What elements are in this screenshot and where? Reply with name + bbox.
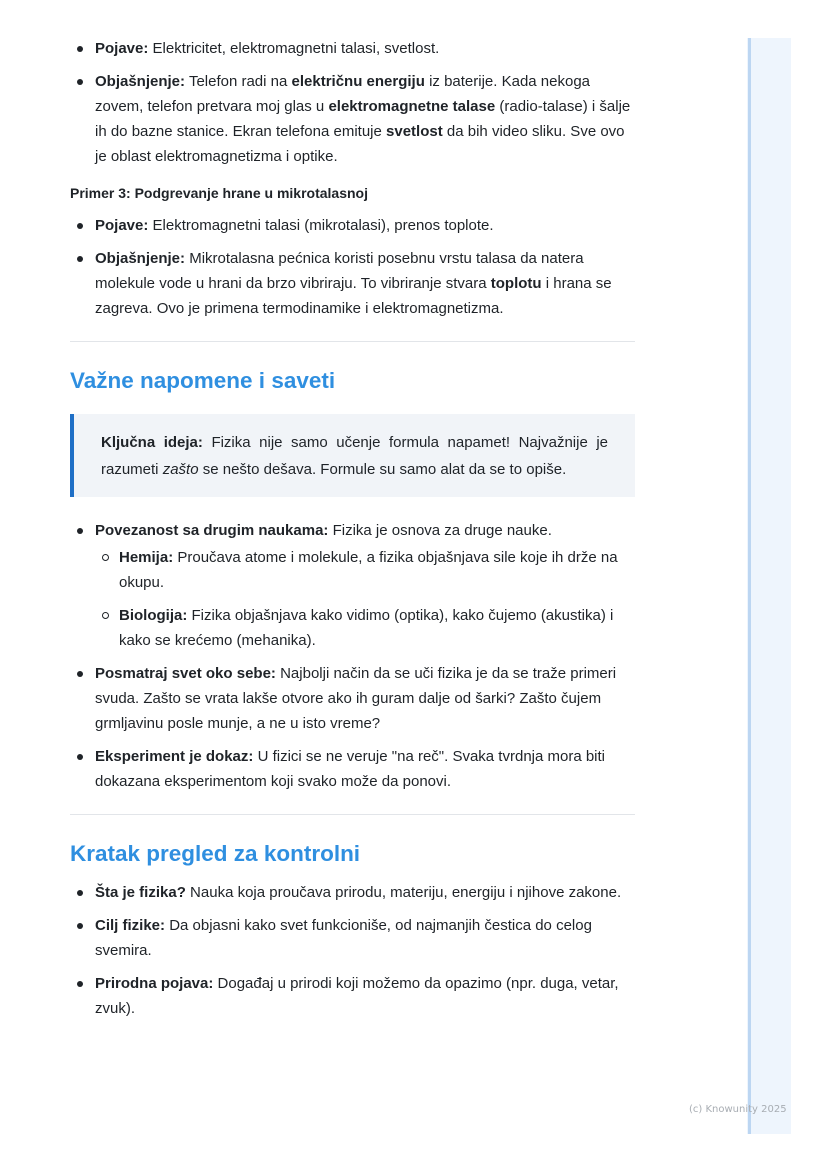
list-item [70, 36, 635, 61]
objasnjenje-label: Objašnjenje: [95, 250, 186, 267]
document-content [70, 36, 635, 1029]
sub-text: Fizika objašnjava kako vidimo (optika), kako čujemo (akustika) i kako se krećemo (mehanika). [119, 607, 614, 649]
list-item [70, 661, 635, 736]
objasnjenje-label: Objašnjenje: [95, 73, 186, 90]
page-sidebar [747, 38, 791, 1134]
bold-run: elektromagnetne talase [328, 98, 496, 115]
text-run: Telefon radi na [188, 73, 288, 90]
list-item [70, 744, 635, 794]
bullet-text: Najbolji način da se uči fizika je da se traže primeri svuda. Zašto se vrata lakše otvore ako ih guram dalje od šarki? Zašto čujem grmljavinu posle munje, a ne u isto vreme? [95, 665, 617, 732]
list-item [70, 246, 635, 321]
bullet-text: Fizika je osnova za druge nauke. [332, 522, 552, 539]
italic-run: zašto [162, 461, 199, 478]
sub-list [95, 545, 635, 653]
key-idea-callout [70, 414, 635, 497]
text-run: iz baterije. Kada nekoga zovem, telefon pretvara moj glas u [95, 73, 591, 115]
section-divider [70, 341, 635, 342]
section-divider [70, 814, 635, 815]
example3-list [70, 213, 635, 321]
sub-list-item [95, 545, 635, 595]
list-item [70, 69, 635, 169]
bullet-label: Cilj fizike: [95, 917, 166, 934]
pojave-label: Pojave: [95, 40, 149, 57]
bullet-label: Šta je fizika? [95, 884, 186, 901]
bullet-label: Prirodna pojava: [95, 975, 214, 992]
sidebar-accent-line [748, 38, 751, 1134]
example3-title: Primer 3: Podgrevanje hrane u mikrotalasnoj [70, 185, 368, 201]
pojave-text: Elektromagnetni talasi (mikrotalasi), prenos toplote. [152, 217, 494, 234]
bullet-text: Događaj u prirodi koji možemo da opazimo (npr. duga, vetar, zvuk). [95, 975, 619, 1017]
text-run: da bih video sliku. Sve ovo je oblast elektromagnetizma i optike. [95, 123, 625, 165]
sub-list-item [95, 603, 635, 653]
list-item [70, 880, 635, 905]
bullet-label: Posmatraj svet oko sebe: [95, 665, 276, 682]
sub-text: Proučava atome i molekule, a fizika objašnjava sile koje ih drže na okupu. [119, 549, 618, 591]
sub-label: Hemija: [119, 549, 174, 566]
copyright-footer: (c) Knowunity 2025 [689, 1104, 787, 1115]
list-item [70, 213, 635, 238]
pojave-text: Elektricitet, elektromagnetni talasi, svetlost. [152, 40, 440, 57]
bullet-text: Da objasni kako svet funkcioniše, od najmanjih čestica do celog svemira. [95, 917, 592, 959]
section-heading: Kratak pregled za kontrolni [70, 841, 361, 866]
text-run: se nešto dešava. Formule su samo alat da se to opiše. [202, 461, 567, 478]
text-run: Mikrotalasna pećnica koristi posebnu vrstu talasa da natera molekule vode u hrani da brzo vibriraju. To vibriranje stvara [95, 250, 584, 292]
bold-run: toplotu [490, 275, 542, 292]
list-item [70, 971, 635, 1021]
summary-list [70, 880, 635, 1021]
text-run: (radio-talase) i šalje ih do bazne stanice. Ekran telefona emituje [95, 98, 631, 140]
example2-list [70, 36, 635, 169]
bold-run: električnu energiju [291, 73, 425, 90]
callout-text [101, 429, 608, 483]
bullet-text: U fizici se ne veruje "na reč". Svaka tvrdnja mora biti dokazana eksperimentom koji svako može da ponovi. [95, 748, 606, 790]
text-run: i hrana se zagreva. Ovo je primena termodinamike i elektromagnetizma. [95, 275, 612, 317]
text-run: Fizika nije samo učenje formula napamet! Najvažnije je razumeti [101, 434, 608, 478]
section-heading: Važne napomene i saveti [70, 368, 336, 393]
pojave-label: Pojave: [95, 217, 149, 234]
callout-label: Ključna ideja: [101, 434, 203, 451]
sub-label: Biologija: [119, 607, 188, 624]
bullet-text: Nauka koja proučava prirodu, materiju, energiju i njihove zakone. [190, 884, 622, 901]
list-item [70, 518, 635, 653]
list-item [70, 913, 635, 963]
tips-list [70, 518, 635, 794]
bold-run: svetlost [386, 123, 443, 140]
bullet-label: Eksperiment je dokaz: [95, 748, 254, 765]
bullet-label: Povezanost sa drugim naukama: [95, 522, 329, 539]
